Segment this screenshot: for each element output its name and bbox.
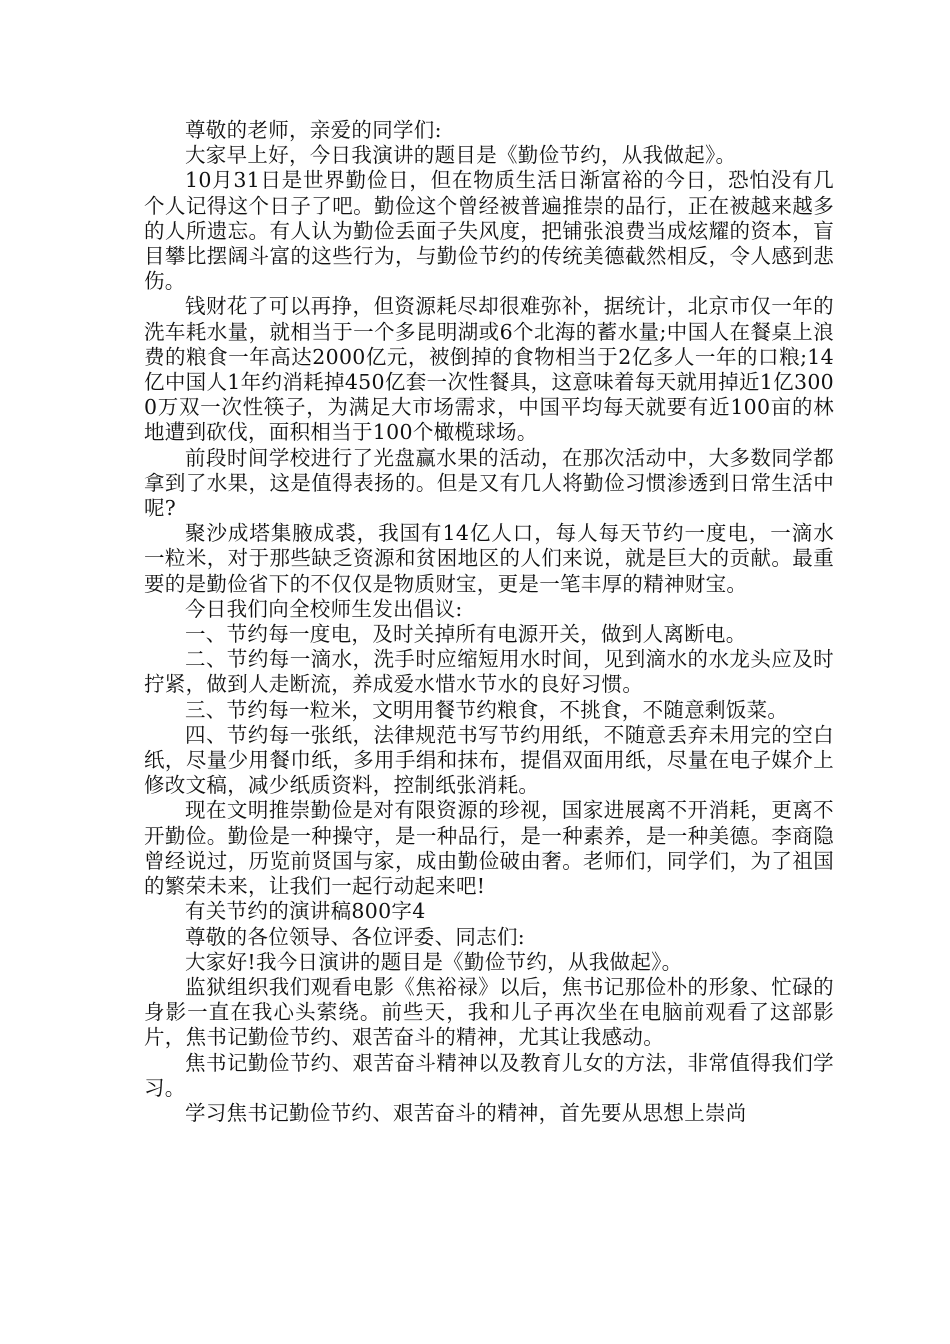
document-body bbox=[144, 118, 834, 1126]
paragraph-greeting: 尊敬的各位领导、各位评委、同志们: bbox=[185, 924, 526, 949]
paragraph: 今日我们向全校师生发出倡议: bbox=[185, 596, 463, 621]
paragraph: 钱财花了可以再挣，但资源耗尽却很难弥补，据统计，北京市仅一年的洗车耗水量，就相当于一个多昆明湖或6个北海的蓄水量;中国人在餐桌上浪费的粮食一年高达2000亿元，被倒掉的食物相当于2亿多人一年的口粮;14亿中国人1年约消耗掉450亿套一次性餐具，这意味着每天就用掉近1亿3000万双一次性筷子，为满足大市场需求，中国平均每天就要有近100亩的林地遭到砍伐，面积相当于100个橄榄球场。 bbox=[144, 294, 834, 445]
paragraph: 10月31日是世界勤俭日，但在物质生活日渐富裕的今日，恐怕没有几个人记得这个日子了吧。勤俭这个曾经被普遍推崇的品行，正在被越来越多的人所遗忘。有人认为勤俭丢面子失风度，把铺张浪费当成炫耀的资本，盲目攀比摆阔斗富的这些行为，与勤俭节约的传统美德截然相反，令人感到悲伤。 bbox=[144, 168, 834, 294]
paragraph: 前段时间学校进行了光盘赢水果的活动，在那次活动中，大多数同学都拿到了水果，这是值得表扬的。但是又有几人将勤俭习惯渗透到日常生活中呢? bbox=[144, 445, 834, 521]
paragraph-greeting: 尊敬的老师，亲爱的同学们: bbox=[185, 118, 442, 142]
paragraph: 学习焦书记勤俭节约、艰苦奋斗的精神，首先要从思想上崇尚 bbox=[185, 1100, 747, 1125]
proposal-item: 四、节约每一张纸，法律规范书写节约用纸，不随意丢弃未用完的空白纸，尽量少用餐巾纸，多用手绢和抹布，提倡双面用纸，尽量在电子媒介上修改文稿，减少纸质资料，控制纸张消耗。 bbox=[144, 722, 834, 798]
paragraph-topic: 大家好!我今日演讲的题目是《勤俭节约，从我做起》。 bbox=[185, 949, 683, 974]
paragraph: 聚沙成塔集腋成裘，我国有14亿人口，每人每天节约一度电，一滴水一粒米，对于那些缺乏资源和贫困地区的人们来说，就是巨大的贡献。最重要的是勤俭省下的不仅仅是物质财宝，更是一笔丰厚的精神财宝。 bbox=[144, 521, 834, 596]
proposal-item: 二、节约每一滴水，洗手时应缩短用水时间，见到滴水的水龙头应及时拧紧，做到人走断流，养成爱水惜水节水的良好习惯。 bbox=[144, 647, 834, 697]
paragraph-topic: 大家早上好，今日我演讲的题目是《勤俭节约，从我做起》。 bbox=[185, 143, 737, 168]
proposal-item: 一、节约每一度电，及时关掉所有电源开关，做到人离断电。 bbox=[185, 622, 747, 647]
section-heading: 有关节约的演讲稿800字4 bbox=[185, 899, 426, 924]
paragraph: 焦书记勤俭节约、艰苦奋斗精神以及教育儿女的方法，非常值得我们学习。 bbox=[144, 1050, 834, 1100]
proposal-item: 三、节约每一粒米，文明用餐节约粮食，不挑食，不随意剩饭菜。 bbox=[185, 697, 789, 722]
paragraph: 监狱组织我们观看电影《焦裕禄》以后，焦书记那俭朴的形象、忙碌的身影一直在我心头萦绕。前些天，我和儿子再次坐在电脑前观看了这部影片，焦书记勤俭节约、艰苦奋斗的精神，尤其让我感动。 bbox=[144, 974, 834, 1050]
paragraph: 现在文明推崇勤俭是对有限资源的珍视，国家进展离不开消耗，更离不开勤俭。勤俭是一种操守，是一种品行，是一种素养，是一种美德。李商隐曾经说过，历览前贤国与家，成由勤俭破由奢。老师们，同学们，为了祖国的繁荣未来，让我们一起行动起来吧! bbox=[144, 798, 834, 899]
